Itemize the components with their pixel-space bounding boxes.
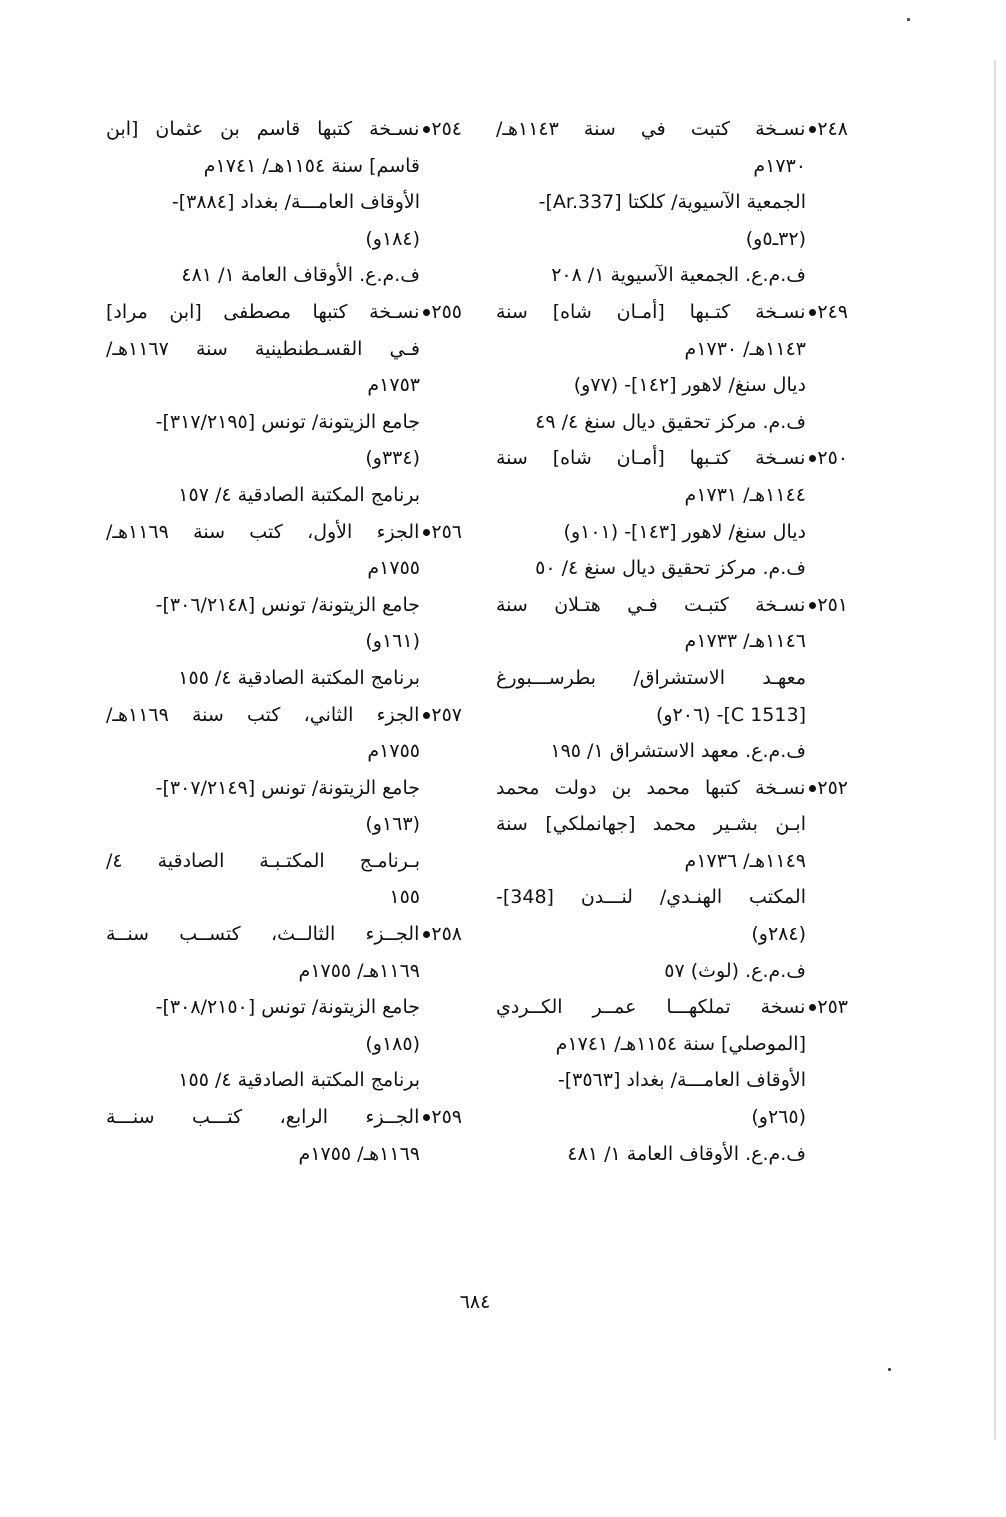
entry-line: ١١٤٩هـ/ ١٧٣٦م — [684, 849, 806, 872]
entry-line: المكتب الهنـدي/ لنـــدن [348]- — [496, 886, 806, 909]
entry-text: نسـخة كتبها محمد بن دولت محمد — [496, 776, 806, 799]
entry-citation: ف.م.ع. معهد الاستشراق ١/ ١٩٥ — [550, 740, 806, 763]
bullet-icon — [423, 931, 430, 938]
entry-citation: ف.م.ع. (لوث) ٥٧ — [664, 959, 806, 982]
entry-line: قاسم] سنة ١١٥٤هـ/ ١٧٤١م — [203, 154, 420, 177]
entry-text: نسـخة كتبـت فـي هتـلان سنة — [496, 593, 806, 616]
entry-first-line — [106, 294, 462, 331]
entry-text: نسـخة كتبها قاسم بن عثمان [ابن — [106, 118, 420, 140]
entry-number: ٢٥٣ — [817, 996, 848, 1019]
scan-speck — [994, 60, 996, 1440]
entry-line: ١١٦٩هـ/ ١٧٥٥م — [298, 1142, 420, 1165]
entry-line: (٢٦٥و) — [751, 1106, 806, 1129]
entry-number: ٢٥١ — [817, 593, 848, 616]
entry-number: ٢٥٢ — [817, 776, 848, 799]
entry-line: ١٧٣٠م — [753, 154, 806, 177]
entry-line: ١٧٥٥م — [367, 740, 420, 763]
bullet-icon — [809, 785, 816, 792]
entry-citation: برنامج المكتبة الصادقية ٤/ ١٥٥ — [178, 1069, 420, 1092]
entry-number: ٢٤٨ — [817, 118, 848, 140]
entry-line: جامع الزيتونة/ تونس [٣٠٨/٢١٥٠]- — [155, 996, 420, 1019]
scan-speck — [907, 18, 910, 21]
bullet-icon — [809, 455, 816, 462]
left-column — [106, 111, 462, 1172]
entry-line: الأوقاف العامـــة/ بغداد [٣٥٦٣]- — [557, 1069, 806, 1092]
entry-citation: ف.م.ع. الأوقاف العامة ١/ ٤٨١ — [181, 264, 420, 287]
entry-line: [الموصلي] سنة ١١٥٤هـ/ ١٧٤١م — [555, 1032, 806, 1055]
entry-first-line — [106, 697, 462, 734]
entry-citation: ف.م. مركز تحقيق ديال سنغ ٤/ ٥٠ — [535, 557, 806, 580]
entry-line: ١٧٥٥م — [367, 557, 420, 580]
entry-number: ٢٥٧ — [431, 703, 462, 726]
entry-line: ديال سنغ/ لاهور [١٤٢]- (٧٧و) — [573, 374, 806, 397]
entry-line: (١٨٤و) — [365, 227, 420, 250]
entry-line: بـرنامـج المكتـبـة الصادقية ٤/ — [106, 849, 420, 872]
entry-line: جامع الزيتونة/ تونس [٣٠٧/٢١٤٩]- — [155, 776, 420, 799]
entry-line: فـي القسـطنطينية سنة ١١٦٧هـ/ — [106, 337, 420, 360]
bullet-icon — [809, 1004, 816, 1011]
entry-first-line — [496, 294, 848, 331]
right-column — [496, 111, 848, 1172]
entry-number: ٢٥٥ — [431, 300, 462, 323]
entry-first-line — [496, 989, 848, 1026]
entry-line: جامع الزيتونة/ تونس [٣٠٦/٢١٤٨]- — [155, 593, 420, 616]
entry-line: (١٨٥و) — [365, 1032, 420, 1055]
entry-line: معهـد الاستشراق/ بطرســـبورغ — [496, 666, 806, 689]
entry-line: ١٧٥٣م — [367, 374, 420, 397]
entry-line: ١١٤٤هـ/ ١٧٣١م — [684, 483, 806, 506]
entry-line: الجمعية الآسيوية/ كلكتا [Ar.337]- — [538, 191, 806, 214]
entry-line: (٢٨٤و) — [751, 923, 806, 946]
entry-number: ٢٤٩ — [817, 300, 848, 323]
entry-text: نسـخة كتبها مصطفى [ابن مراد] — [106, 300, 420, 323]
entry-text: نسـخة كتـبها [أمـان شاه] سنة — [496, 300, 806, 323]
bullet-icon — [809, 126, 816, 133]
bullet-icon — [423, 1114, 430, 1121]
bullet-icon — [423, 712, 430, 719]
entry-text: نسـخة كتبت في سنة ١١٤٣هـ/ — [496, 118, 806, 140]
entry-number: ٢٥٦ — [431, 520, 462, 543]
entry-first-line — [106, 514, 462, 551]
entry-first-line — [106, 916, 462, 953]
scan-speck — [888, 1368, 891, 1371]
entry-line: (٣٣٤و) — [365, 447, 420, 470]
entry-line: (٣٢ـ٥و) — [745, 227, 806, 250]
entry-line: ١١٤٣هـ/ ١٧٣٠م — [684, 337, 806, 360]
entry-line: الأوقاف العامـــة/ بغداد [٣٨٨٤]- — [171, 191, 420, 214]
bullet-icon — [423, 126, 430, 133]
entry-line: ١١٤٦هـ/ ١٧٣٣م — [684, 630, 806, 653]
entry-first-line — [496, 111, 848, 148]
entry-citation: برنامج المكتبة الصادقية ٤/ ١٥٥ — [178, 666, 420, 689]
bullet-icon — [809, 309, 816, 316]
entry-number: ٢٥٤ — [431, 118, 462, 140]
entry-citation: ف.م. مركز تحقيق ديال سنغ ٤/ ٤٩ — [535, 410, 806, 433]
entry-text: الجــزء الرابع، كتـــب سنـــة — [106, 1106, 420, 1129]
entry-line: ابـن بشـير محمد [جهانملكي] سنة — [496, 813, 806, 836]
entry-line: جامع الزيتونة/ تونس [٣١٧/٢١٩٥]- — [155, 410, 420, 433]
entry-line: ١٥٥ — [389, 886, 420, 909]
entry-first-line — [496, 587, 848, 624]
bullet-icon — [809, 602, 816, 609]
entry-number: ٢٥٨ — [431, 923, 462, 946]
entry-citation: ف.م.ع. الجمعية الآسيوية ١/ ٢٠٨ — [551, 264, 806, 287]
entry-line: (١٦١و) — [365, 630, 420, 653]
entry-line: (١٦٣و) — [365, 813, 420, 836]
entry-number: ٢٥٩ — [431, 1106, 462, 1129]
entry-number: ٢٥٠ — [817, 447, 848, 470]
entry-text: نسـخة كتـبها [أمـان شاه] سنة — [496, 447, 806, 470]
entry-first-line — [106, 111, 462, 148]
entry-line: ديال سنغ/ لاهور [١٤٣]- (١٠١و) — [563, 520, 806, 543]
entry-text: الجزء الثاني، كتب سنة ١١٦٩هـ/ — [106, 703, 420, 726]
entry-text: الجزء الأول، كتب سنة ١١٦٩هـ/ — [106, 520, 420, 543]
bullet-icon — [423, 309, 430, 316]
entry-first-line — [496, 770, 848, 807]
entry-text: نسخة تملكهـــا عمــر الكــردي — [496, 996, 806, 1019]
entry-line: [C 1513]- (٢٠٦و) — [655, 703, 806, 726]
bullet-icon — [423, 529, 430, 536]
entry-first-line — [496, 440, 848, 477]
entry-first-line — [106, 1099, 462, 1136]
entry-citation: ف.م.ع. الأوقاف العامة ١/ ٤٨١ — [567, 1142, 806, 1165]
entry-line: ١١٦٩هـ/ ١٧٥٥م — [298, 959, 420, 982]
page-number: ٦٨٤ — [459, 1291, 491, 1313]
entry-citation: برنامج المكتبة الصادقية ٤/ ١٥٧ — [178, 483, 420, 506]
entry-text: الجــزء الثالــث، كتســب سنــة — [106, 923, 420, 946]
